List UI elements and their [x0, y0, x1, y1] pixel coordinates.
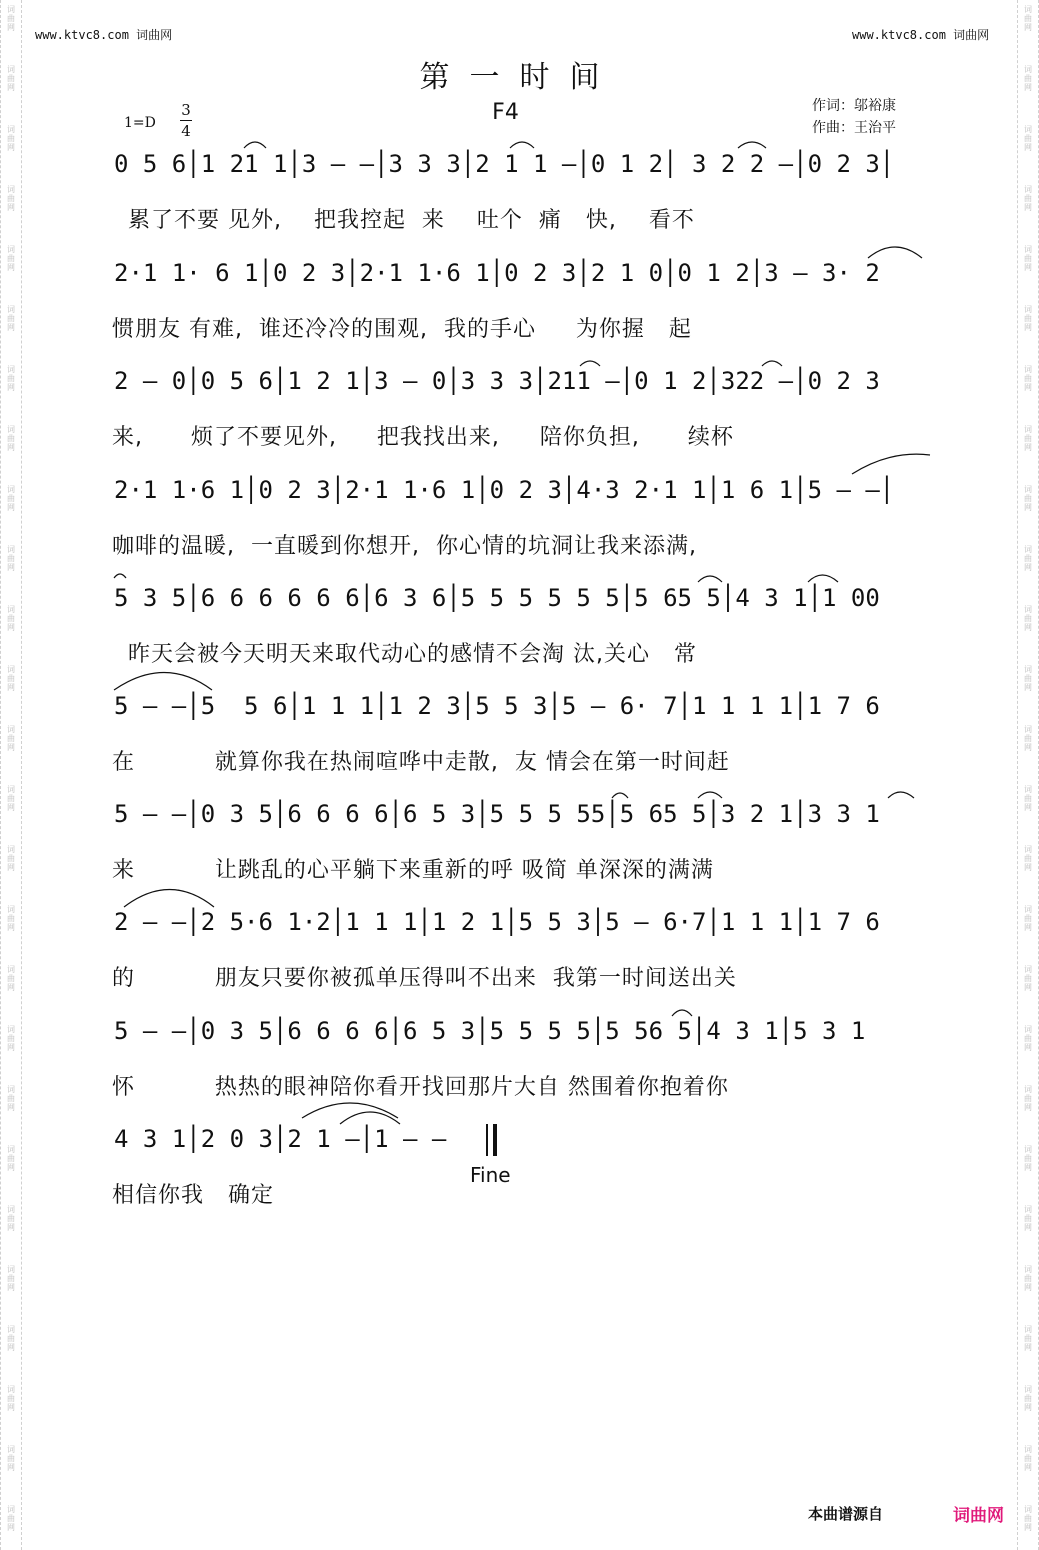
- side-watermark: 词 曲 网: [1024, 725, 1032, 752]
- side-watermark: 词 曲 网: [1024, 605, 1032, 632]
- artist-name: F4: [492, 100, 519, 125]
- side-watermark: 词 曲 网: [7, 1025, 15, 1052]
- side-watermark: 词 曲 网: [7, 425, 15, 452]
- side-watermark: 词 曲 网: [1024, 485, 1032, 512]
- side-watermark: 词 曲 网: [7, 65, 15, 92]
- side-watermark: 词 曲 网: [7, 1085, 15, 1112]
- side-watermark: 词 曲 网: [7, 185, 15, 212]
- lyrics-row: 相信你我 确定: [112, 1183, 274, 1208]
- notation-row: 4 3 1│2 0 3│2 1 —│1 — —: [114, 1125, 447, 1153]
- side-watermark: 词 曲 网: [7, 125, 15, 152]
- side-watermark: 词 曲 网: [1024, 1505, 1032, 1532]
- notation-row: 5 — —│0 3 5│6 6 6 6│6 5 3│5 5 5 5│5 56 5│4 3 1│5 3 1: [114, 1017, 866, 1045]
- side-watermark: 词 曲 网: [1024, 1385, 1032, 1412]
- notation-row: 2·1 1· 6 1│0 2 3│2·1 1·6 1│0 2 3│2 1 0│0 1 2│3 — 3· 2: [114, 259, 880, 287]
- side-watermark: 词 曲 网: [7, 965, 15, 992]
- side-watermark: 词 曲 网: [1024, 125, 1032, 152]
- side-watermark: 词 曲 网: [1024, 5, 1032, 32]
- side-watermark: 词 曲 网: [1024, 1205, 1032, 1232]
- side-watermark: 词 曲 网: [1024, 785, 1032, 812]
- notation-row: 5 3 5│6 6 6 6 6 6│6 3 6│5 5 5 5 5 5│5 65 5│4 3 1│1 00: [114, 584, 880, 612]
- notation-row: 2 — —│2 5·6 1·2│1 1 1│1 2 1│5 5 3│5 — 6·7│1 1 1│1 7 6: [114, 908, 880, 936]
- lyrics-row: 惯朋友 有难, 谁还冷冷的围观, 我的手心 为你握 起: [112, 317, 692, 342]
- side-watermark: 词 曲 网: [7, 845, 15, 872]
- side-watermark: 词 曲 网: [1024, 65, 1032, 92]
- notation-row: 5 — —│0 3 5│6 6 6 6│6 5 3│5 5 5 55│5 65 5│3 2 1│3 3 1: [114, 800, 880, 828]
- lyrics-row: 在 就算你我在热闹喧哗中走散, 友 情会在第一时间赶: [112, 750, 730, 775]
- side-watermark: 词 曲 网: [1024, 1085, 1032, 1112]
- lyricist-credit: 作词：邬裕康: [812, 98, 896, 114]
- lyrics-row: 昨天会被今天明天来取代动心的感情不会淘 汰,关心 常: [112, 642, 697, 667]
- side-watermark: 词 曲 网: [7, 905, 15, 932]
- side-watermark: 词 曲 网: [7, 665, 15, 692]
- key-signature: 1=D: [124, 115, 156, 131]
- meter-bottom: 4: [181, 122, 191, 140]
- side-watermark: 词 曲 网: [1024, 1145, 1032, 1172]
- side-watermark: 词 曲 网: [1024, 245, 1032, 272]
- side-watermark: 词 曲 网: [1024, 305, 1032, 332]
- side-watermark: 词 曲 网: [7, 305, 15, 332]
- meter-top: 3: [181, 101, 191, 119]
- lyrics-row: 怀 热热的眼神陪你看开找回那片大自 然围着你抱着你: [112, 1075, 729, 1100]
- side-watermark: 词 曲 网: [1024, 1325, 1032, 1352]
- lyrics-row: 的 朋友只要你被孤单压得叫不出来 我第一时间送出关: [112, 966, 737, 991]
- side-watermark: 词 曲 网: [1024, 965, 1032, 992]
- side-watermark: 词 曲 网: [7, 245, 15, 272]
- side-watermark: 词 曲 网: [7, 365, 15, 392]
- side-watermark: 词 曲 网: [7, 545, 15, 572]
- side-watermark: 词 曲 网: [1024, 665, 1032, 692]
- left-watermark-column: [0, 0, 22, 1550]
- side-watermark: 词 曲 网: [1024, 1025, 1032, 1052]
- notation-row: 2·1 1·6 1│0 2 3│2·1 1·6 1│0 2 3│4·3 2·1 1│1 6 1│5 — —│: [114, 476, 895, 504]
- notation-row: 2 — 0│0 5 6│1 2 1│3 — 0│3 3 3│211 —│0 1 2│322 —│0 2 3: [114, 367, 880, 395]
- side-watermark: 词 曲 网: [1024, 1445, 1032, 1472]
- side-watermark: 词 曲 网: [7, 725, 15, 752]
- fine-mark: Fine: [470, 1163, 511, 1187]
- side-watermark: 词 曲 网: [7, 5, 15, 32]
- side-watermark: 词 曲 网: [1024, 545, 1032, 572]
- side-watermark: 词 曲 网: [7, 1505, 15, 1532]
- side-watermark: 词 曲 网: [7, 1325, 15, 1352]
- site-url-left[interactable]: www.ktvc8.com 词曲网: [35, 28, 173, 42]
- time-signature: [179, 100, 193, 141]
- source-brand-link[interactable]: 词曲网: [953, 1506, 1004, 1526]
- final-barline: [486, 1124, 497, 1156]
- side-watermark: 词 曲 网: [1024, 365, 1032, 392]
- side-watermark: 词 曲 网: [7, 1445, 15, 1472]
- side-watermark: 词 曲 网: [7, 485, 15, 512]
- composer-credit: 作曲：王治平: [812, 120, 896, 136]
- lyrics-row: 累了不要 见外, 把我控起 来 吐个 痛 快, 看不: [112, 208, 695, 233]
- site-url-right[interactable]: www.ktvc8.com 词曲网: [852, 28, 990, 42]
- side-watermark: 词 曲 网: [1024, 185, 1032, 212]
- song-title: 第一时间: [419, 60, 620, 95]
- side-watermark: 词 曲 网: [1024, 425, 1032, 452]
- notation-row: 5 — —│5 5 6│1 1 1│1 2 3│5 5 3│5 — 6· 7│1 1 1 1│1 7 6: [114, 692, 880, 720]
- lyrics-row: 来 让跳乱的心平躺下来重新的呼 吸简 单深深的满满: [112, 858, 714, 883]
- meter-fraction-line: [180, 120, 192, 121]
- side-watermark: 词 曲 网: [7, 605, 15, 632]
- side-watermark: 词 曲 网: [1024, 1265, 1032, 1292]
- side-watermark: 词 曲 网: [1024, 845, 1032, 872]
- right-watermark-column: [1017, 0, 1039, 1550]
- side-watermark: 词 曲 网: [7, 785, 15, 812]
- side-watermark: 词 曲 网: [1024, 905, 1032, 932]
- notation-row: 0 5 6│1 21 1│3 — —│3 3 3│2 1 1 —│0 1 2│ 3 2 2 —│0 2 3│: [114, 150, 895, 178]
- lyrics-row: 咖啡的温暖, 一直暖到你想开, 你心情的坑洞让我来添满,: [112, 534, 697, 559]
- side-watermark: 词 曲 网: [7, 1385, 15, 1412]
- lyrics-row: 来, 烦了不要见外, 把我找出来, 陪你负担, 续杯: [112, 425, 734, 450]
- side-watermark: 词 曲 网: [7, 1145, 15, 1172]
- side-watermark: 词 曲 网: [7, 1205, 15, 1232]
- side-watermark: 词 曲 网: [7, 1265, 15, 1292]
- source-label: 本曲谱源自: [808, 1505, 884, 1523]
